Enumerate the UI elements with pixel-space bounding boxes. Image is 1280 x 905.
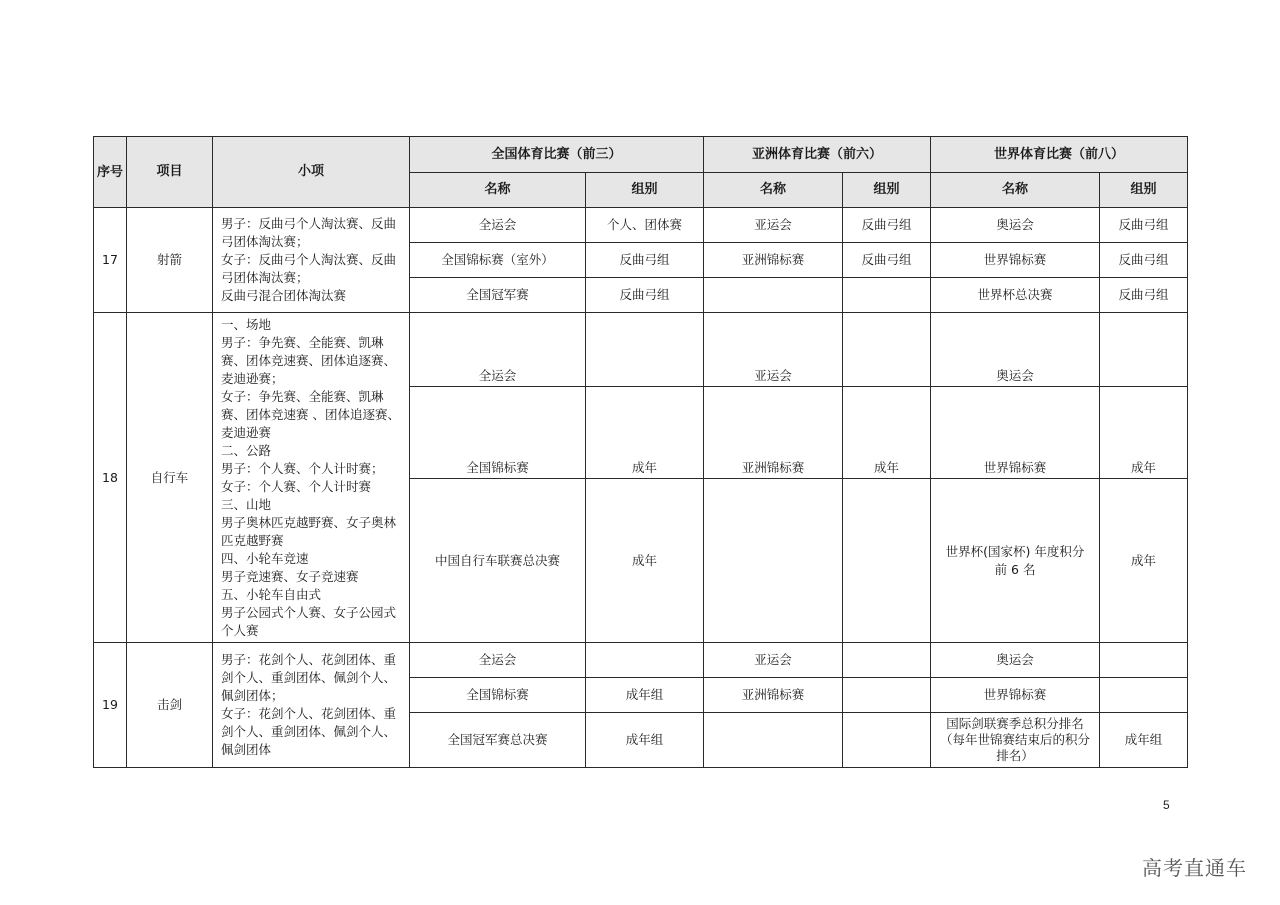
cell-world-group: 成年组 [1100,713,1188,768]
cell-asian-name [704,479,843,643]
cell-asian-group [843,713,931,768]
row-project: 击剑 [127,643,213,768]
header-project: 项目 [127,137,213,208]
cell-world-group: 反曲弓组 [1100,208,1188,243]
cell-world-group [1100,678,1188,713]
cell-world-name: 世界锦标赛 [931,387,1100,479]
row-project: 射箭 [127,208,213,313]
cell-national-name: 全国冠军赛总决赛 [410,713,586,768]
table-row [94,643,1188,678]
cell-national-group: 成年组 [586,713,704,768]
cell-national-group [586,643,704,678]
cell-national-name: 全国冠军赛 [410,278,586,313]
row-subitems: 男子：花剑个人、花剑团体、重剑个人、重剑团体、佩剑个人、佩剑团体； 女子：花剑个人、花剑团体、重剑个人、重剑团体、佩剑个人、佩剑团体 [213,643,410,768]
cell-asian-name: 亚运会 [704,208,843,243]
cell-asian-group [843,479,931,643]
table-row [94,313,1188,387]
header-asian-name: 名称 [704,173,843,208]
cell-world-name: 世界杯(国家杯) 年度积分前 6 名 [931,479,1100,643]
row-project: 自行车 [127,313,213,643]
cell-national-group: 成年 [586,387,704,479]
cell-national-group: 个人、团体赛 [586,208,704,243]
row-seq: 19 [94,643,127,768]
cell-asian-group: 反曲弓组 [843,208,931,243]
cell-national-group: 成年组 [586,678,704,713]
cell-world-group: 反曲弓组 [1100,243,1188,278]
cell-world-name: 世界锦标赛 [931,678,1100,713]
cell-national-name: 全运会 [410,313,586,387]
cell-national-group [586,313,704,387]
cell-world-group [1100,643,1188,678]
row-subitems: 男子：反曲弓个人淘汰赛、反曲弓团体淘汰赛； 女子：反曲弓个人淘汰赛、反曲弓团体淘汰赛； 反曲弓混合团体淘汰赛 [213,208,410,313]
cell-national-group: 反曲弓组 [586,278,704,313]
header-seq: 序号 [94,137,127,208]
cell-world-name: 奥运会 [931,208,1100,243]
cell-world-name: 世界锦标赛 [931,243,1100,278]
header-asian-group: 组别 [843,173,931,208]
cell-world-name: 国际剑联赛季总积分排名（每年世锦赛结束后的积分排名） [931,713,1100,768]
cell-national-name: 全国锦标赛 [410,387,586,479]
cell-national-name: 中国自行车联赛总决赛 [410,479,586,643]
cell-asian-group [843,313,931,387]
cell-asian-name: 亚洲锦标赛 [704,243,843,278]
cell-world-name: 世界杯总决赛 [931,278,1100,313]
cell-asian-name [704,713,843,768]
row-subitems: 一、场地 男子：争先赛、全能赛、凯琳赛、团体竞速赛、团体追逐赛、麦迪逊赛； 女子：争先赛、全能赛、凯琳赛、团体竞速赛 、团体追逐赛、麦迪逊赛 二、公路 男子：个人赛、个人计时赛； 女子：个人赛、个人计时赛 三、山地 男子奥林匹克越野赛、女子奥林匹克越野赛 四、小轮车竞速 男子竞速赛、女子竞速赛 五、小轮车自由式 男子公园式个人赛、女子公园式个人赛 [213,313,410,643]
cell-world-group: 成年 [1100,387,1188,479]
header-world-group: 组别 [1100,173,1188,208]
sports-events-table [93,136,1188,768]
header-sub: 小项 [213,137,410,208]
cell-asian-name: 亚运会 [704,643,843,678]
cell-national-group: 成年 [586,479,704,643]
cell-national-group: 反曲弓组 [586,243,704,278]
header-asian: 亚洲体育比赛（前六） [704,137,931,173]
header-world: 世界体育比赛（前八） [931,137,1188,173]
header-row-1 [94,137,1188,173]
cell-asian-name: 亚运会 [704,313,843,387]
cell-world-name: 奥运会 [931,313,1100,387]
page-number: 5 [1163,798,1170,812]
cell-world-group: 成年 [1100,479,1188,643]
cell-national-name: 全国锦标赛 [410,678,586,713]
cell-national-name: 全运会 [410,208,586,243]
cell-national-name: 全国锦标赛（室外） [410,243,586,278]
cell-asian-group: 成年 [843,387,931,479]
cell-national-name: 全运会 [410,643,586,678]
row-seq: 18 [94,313,127,643]
cell-asian-group [843,278,931,313]
watermark: 高考直通车 [1142,856,1247,880]
table-row [94,208,1188,243]
header-world-name: 名称 [931,173,1100,208]
cell-world-name: 奥运会 [931,643,1100,678]
cell-asian-name [704,278,843,313]
row-seq: 17 [94,208,127,313]
cell-asian-group [843,643,931,678]
header-national: 全国体育比赛（前三） [410,137,704,173]
header-national-name: 名称 [410,173,586,208]
cell-asian-group [843,678,931,713]
cell-asian-name: 亚洲锦标赛 [704,387,843,479]
cell-world-group: 反曲弓组 [1100,278,1188,313]
cell-asian-name: 亚洲锦标赛 [704,678,843,713]
cell-world-group [1100,313,1188,387]
header-national-group: 组别 [586,173,704,208]
cell-asian-group: 反曲弓组 [843,243,931,278]
